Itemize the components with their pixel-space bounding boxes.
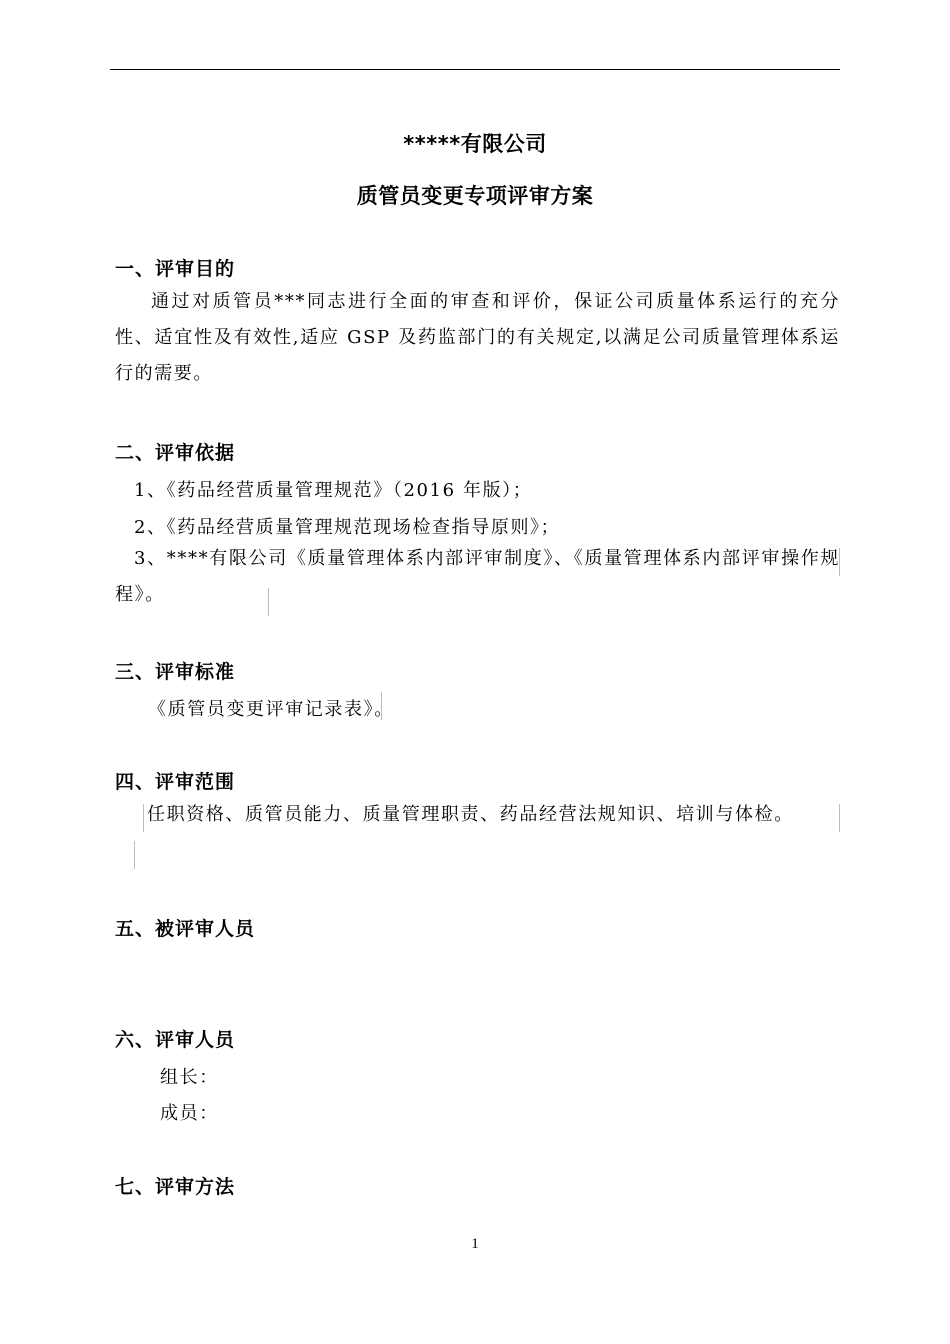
text-boundary-mark	[839, 804, 840, 832]
section-body-scope: 任职资格、质管员能力、质量管理职责、药品经营法规知识、培训与体检。	[147, 804, 794, 825]
text-boundary-mark	[268, 588, 269, 616]
section-heading-reviewers: 六、评审人员	[115, 1029, 236, 1051]
page-number: 1	[471, 1236, 479, 1252]
basis-item-3: 3、****有限公司《质量管理体系内部评审制度》、《质量管理体系内部评审操作规程》。	[115, 548, 840, 605]
header-rule	[110, 69, 840, 70]
section-heading-method: 七、评审方法	[115, 1176, 236, 1198]
text-boundary-mark	[839, 548, 840, 576]
reviewers-leader-label: 组长：	[160, 1067, 219, 1088]
text-boundary-mark	[381, 692, 382, 720]
basis-item-1: 1、《药品经营质量管理规范》（2016 年版）；	[134, 480, 533, 501]
section-heading-scope: 四、评审范围	[115, 771, 236, 793]
text-boundary-mark	[143, 804, 144, 832]
section-heading-basis: 二、评审依据	[115, 442, 236, 464]
section-body-purpose: 通过对质管员***同志进行全面的审查和评价，保证公司质量体系运行的充分性、适宜性及有效性,适应 GSP 及药监部门的有关规定,以满足公司质量管理体系运行的需要。	[115, 291, 840, 384]
section-body-standard: 《质管员变更评审记录表》。	[148, 699, 394, 720]
section-heading-standard: 三、评审标准	[115, 661, 236, 683]
company-title: *****有限公司	[403, 132, 547, 156]
document-title: 质管员变更专项评审方案	[356, 184, 594, 208]
section-heading-reviewee: 五、被评审人员	[115, 918, 256, 940]
text-boundary-mark	[134, 841, 135, 869]
basis-item-2: 2、《药品经营质量管理规范现场检查指导原则》；	[134, 517, 561, 538]
reviewers-members-label: 成员：	[160, 1103, 219, 1124]
section-heading-purpose: 一、评审目的	[115, 258, 236, 280]
